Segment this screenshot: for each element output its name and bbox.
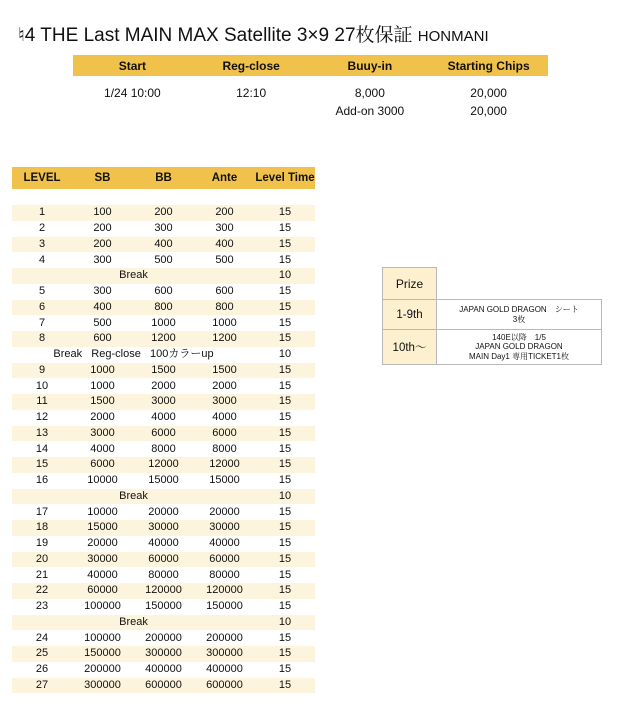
small-blind: 200: [93, 222, 112, 235]
small-blind: 150000: [72, 646, 133, 662]
blind-header-sb: SB: [72, 167, 133, 189]
level-number: 10: [35, 379, 49, 392]
level-time: 15: [278, 631, 292, 644]
small-blind: 1500: [72, 394, 133, 410]
blind-header-ante: Ante: [194, 167, 255, 189]
break-time: 10: [255, 615, 315, 631]
break-label: Break Reg-close 100カラーup: [53, 348, 214, 361]
ante: 200000: [206, 631, 243, 644]
level-row: [12, 331, 315, 347]
ante: 1500: [194, 363, 255, 379]
level-time: 15: [255, 552, 315, 568]
info-row-addon: [73, 102, 548, 120]
info-header-buyin: Buuy-in: [311, 55, 430, 76]
level-number: 9: [12, 363, 72, 379]
small-blind: 40000: [87, 568, 118, 581]
big-blind: 30000: [133, 520, 194, 536]
level-time: 15: [278, 222, 292, 235]
ante: 600: [215, 285, 234, 298]
level-number: 15: [12, 457, 72, 473]
level-number: 19: [35, 537, 49, 550]
level-time: 15: [255, 583, 315, 599]
level-number: 11: [12, 394, 72, 410]
small-blind: 2000: [90, 411, 115, 424]
level-number: 27: [12, 678, 72, 694]
level-time: 15: [278, 411, 292, 424]
level-row: [12, 520, 315, 536]
level-row: [12, 237, 315, 253]
level-time: 15: [255, 300, 315, 316]
level-row: [12, 378, 315, 394]
level-row: [12, 552, 315, 568]
small-blind: 500: [93, 316, 112, 329]
ante: 600000: [194, 678, 255, 694]
level-time: 15: [278, 537, 292, 550]
small-blind: 3000: [72, 426, 133, 442]
big-blind: 600000: [133, 678, 194, 694]
small-blind: 30000: [72, 552, 133, 568]
ante: 40000: [209, 537, 240, 550]
level-time: 15: [255, 363, 315, 379]
level-number: 6: [12, 300, 72, 316]
level-row: [12, 426, 315, 442]
small-blind: 300: [93, 285, 112, 298]
title-suffix: HONMANI: [417, 28, 489, 45]
level-number: 20: [12, 552, 72, 568]
level-row: [12, 315, 315, 331]
tournament-info-table: [73, 55, 548, 120]
info-regclose: 12:10: [236, 86, 267, 100]
small-blind: 200000: [84, 663, 121, 676]
small-blind: 20000: [87, 537, 118, 550]
big-blind: 6000: [133, 426, 194, 442]
level-time: 15: [278, 316, 292, 329]
break-row: [12, 615, 315, 631]
level-time: 15: [255, 426, 315, 442]
ante: 1200: [194, 331, 255, 347]
big-blind: 300000: [133, 646, 194, 662]
level-row: [12, 646, 315, 662]
level-number: 5: [38, 285, 46, 298]
big-blind: 3000: [133, 394, 194, 410]
level-number: 2: [38, 222, 46, 235]
blind-structure-table: [12, 167, 315, 693]
small-blind: 4000: [90, 442, 115, 455]
big-blind: 15000: [148, 474, 179, 487]
level-row: [12, 504, 315, 520]
break-time: 10: [255, 268, 315, 284]
level-row: [12, 221, 315, 237]
ante: 20000: [209, 505, 240, 518]
big-blind: 40000: [148, 537, 179, 550]
small-blind: 100000: [84, 600, 121, 613]
blind-header-time: Level Time: [255, 167, 315, 189]
prize-description: JAPAN GOLD DRAGON シート 3枚: [437, 300, 602, 330]
level-row: [12, 662, 315, 678]
level-time: 15: [255, 237, 315, 253]
level-time: 15: [278, 600, 292, 613]
blind-header-row: [12, 167, 315, 189]
big-blind: 12000: [133, 457, 194, 473]
level-number: 13: [12, 426, 72, 442]
info-addon: Add-on 3000: [335, 104, 405, 118]
prize-row: [383, 300, 602, 330]
level-row: [12, 252, 315, 268]
small-blind: 100000: [84, 631, 121, 644]
big-blind: 20000: [148, 505, 179, 518]
break-row: [12, 347, 315, 363]
small-blind: 1000: [90, 379, 115, 392]
level-number: 12: [35, 411, 49, 424]
level-time: 15: [278, 442, 292, 455]
level-time: 15: [278, 285, 292, 298]
small-blind: 300000: [72, 678, 133, 694]
ante: 400: [194, 237, 255, 253]
ante: 1000: [212, 316, 237, 329]
ante: 300000: [194, 646, 255, 662]
title-main: ♮4 THE Last MAIN MAX Satellite 3×9 27枚保証: [18, 25, 413, 46]
info-header-start: Start: [73, 55, 192, 76]
level-row: [12, 678, 315, 694]
ante: 200: [194, 205, 255, 221]
level-number: 14: [35, 442, 49, 455]
ante: 30000: [194, 520, 255, 536]
small-blind: 1000: [72, 363, 133, 379]
ante: 3000: [194, 394, 255, 410]
level-number: 16: [35, 474, 49, 487]
level-time: 15: [278, 505, 292, 518]
level-time: 15: [278, 474, 292, 487]
level-number: 23: [35, 600, 49, 613]
ante: 6000: [194, 426, 255, 442]
level-time: 15: [255, 205, 315, 221]
small-blind: 400: [72, 300, 133, 316]
level-time: 15: [278, 663, 292, 676]
level-time: 15: [278, 379, 292, 392]
level-row: [12, 363, 315, 379]
level-row: [12, 536, 315, 552]
level-row: [12, 473, 315, 489]
level-row: [12, 583, 315, 599]
big-blind: 60000: [133, 552, 194, 568]
level-row: [12, 599, 315, 615]
small-blind: 10000: [87, 505, 118, 518]
small-blind: 200: [72, 237, 133, 253]
prize-header: Prize: [383, 268, 437, 300]
info-chips: 20,000: [470, 86, 507, 100]
info-header-chips: Starting Chips: [429, 55, 548, 76]
big-blind: 150000: [145, 600, 182, 613]
ante: 4000: [212, 411, 237, 424]
level-number: 3: [12, 237, 72, 253]
ante: 2000: [212, 379, 237, 392]
break-label: Break: [12, 268, 255, 284]
level-time: 15: [255, 678, 315, 694]
big-blind: 1500: [133, 363, 194, 379]
big-blind: 4000: [151, 411, 176, 424]
big-blind: 200000: [145, 631, 182, 644]
small-blind: 60000: [72, 583, 133, 599]
ante: 8000: [212, 442, 237, 455]
level-time: 15: [255, 520, 315, 536]
prize-place: 10th〜: [383, 330, 437, 365]
level-row: [12, 630, 315, 646]
ante: 60000: [194, 552, 255, 568]
level-number: 21: [35, 568, 49, 581]
info-header-row: [73, 55, 548, 76]
info-row: [73, 84, 548, 102]
small-blind: 15000: [72, 520, 133, 536]
level-time: 15: [278, 568, 292, 581]
level-number: 4: [38, 253, 46, 266]
level-time: 15: [255, 457, 315, 473]
level-time: 15: [278, 253, 292, 266]
ante: 800: [194, 300, 255, 316]
ante: 150000: [206, 600, 243, 613]
big-blind: 400: [133, 237, 194, 253]
info-header-regclose: Reg-close: [192, 55, 311, 76]
big-blind: 400000: [145, 663, 182, 676]
prize-place: 1-9th: [383, 300, 437, 330]
big-blind: 200: [133, 205, 194, 221]
info-buyin: 8,000: [354, 86, 385, 100]
ante: 500: [215, 253, 234, 266]
break-label: Break: [12, 489, 255, 505]
big-blind: 120000: [133, 583, 194, 599]
level-number: 25: [12, 646, 72, 662]
break-time: 10: [255, 489, 315, 505]
level-number: 22: [12, 583, 72, 599]
info-start: 1/24 10:00: [104, 86, 161, 100]
level-time: 15: [255, 646, 315, 662]
ante: 400000: [206, 663, 243, 676]
info-addon-chips: 20,000: [470, 104, 507, 118]
level-row: [12, 284, 315, 300]
level-number: 1: [12, 205, 72, 221]
level-row: [12, 205, 315, 221]
break-row: [12, 268, 315, 284]
level-row: [12, 457, 315, 473]
blind-header-level: LEVEL: [12, 167, 72, 189]
small-blind: 600: [72, 331, 133, 347]
ante: 80000: [209, 568, 240, 581]
page-title: [18, 20, 489, 47]
big-blind: 1200: [133, 331, 194, 347]
level-number: 26: [35, 663, 49, 676]
level-row: [12, 410, 315, 426]
big-blind: 8000: [151, 442, 176, 455]
level-number: 18: [12, 520, 72, 536]
small-blind: 6000: [72, 457, 133, 473]
big-blind: 80000: [148, 568, 179, 581]
break-row: [12, 489, 315, 505]
prize-table: [382, 267, 602, 365]
small-blind: 100: [72, 205, 133, 221]
level-row: [12, 394, 315, 410]
level-number: 17: [35, 505, 49, 518]
small-blind: 300: [93, 253, 112, 266]
blind-header-bb: BB: [133, 167, 194, 189]
level-row: [12, 300, 315, 316]
big-blind: 300: [154, 222, 173, 235]
ante: 12000: [194, 457, 255, 473]
ante: 300: [215, 222, 234, 235]
level-time: 15: [255, 331, 315, 347]
big-blind: 1000: [151, 316, 176, 329]
level-row: [12, 441, 315, 457]
level-number: 24: [35, 631, 49, 644]
level-time: 15: [255, 394, 315, 410]
big-blind: 600: [154, 285, 173, 298]
ante: 15000: [209, 474, 240, 487]
ante: 120000: [194, 583, 255, 599]
big-blind: 500: [154, 253, 173, 266]
small-blind: 10000: [87, 474, 118, 487]
prize-description: 140E以降 1/5 JAPAN GOLD DRAGON MAIN Day1 専用TICKET1枚: [437, 330, 602, 365]
big-blind: 2000: [151, 379, 176, 392]
level-row: [12, 567, 315, 583]
break-label: Break: [12, 615, 255, 631]
break-time: 10: [278, 348, 292, 361]
level-number: 7: [38, 316, 46, 329]
level-number: 8: [12, 331, 72, 347]
big-blind: 800: [133, 300, 194, 316]
prize-row: [383, 330, 602, 365]
